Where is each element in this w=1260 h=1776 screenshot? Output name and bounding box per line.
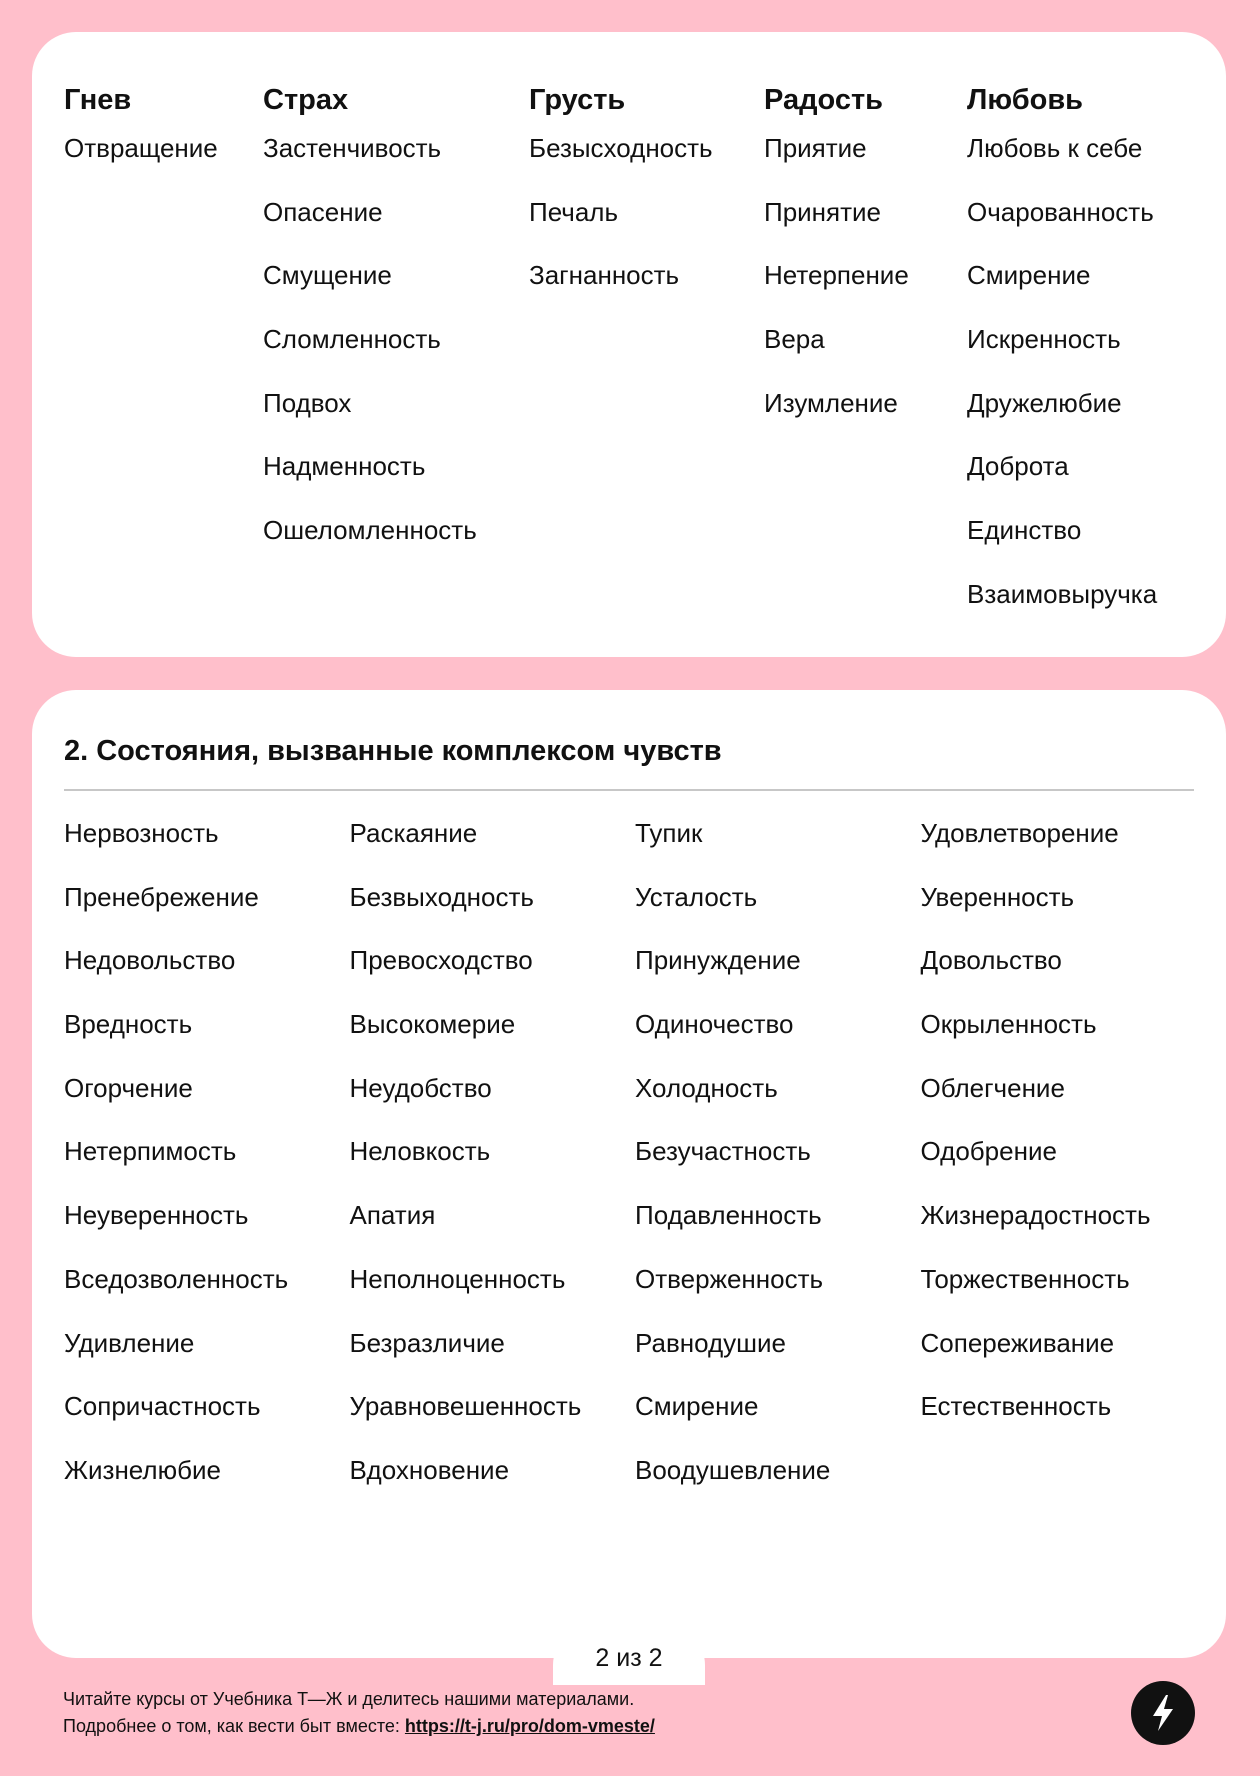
emotion-item: Доброта [967,451,1069,482]
lightning-bolt-icon [1131,1681,1195,1745]
emotion-column-anger [64,64,263,639]
emotion-item: Искренность [967,324,1121,355]
emotion-item: Взаимовыручка [967,578,1158,609]
state-item: Одиночество [635,1009,794,1040]
state-item: Безразличие [349,1327,505,1358]
emotion-heading: Гнев [64,84,132,116]
state-item: Апатия [349,1200,436,1231]
state-item: Недовольство [64,945,236,976]
logo[interactable] [1131,1681,1195,1745]
emotion-item: Смущение [263,260,392,291]
state-item: Сопричастность [64,1391,261,1422]
state-item: Холодность [635,1072,778,1103]
emotion-item: Безысходность [529,133,713,163]
emotion-heading: Любовь [967,84,1084,116]
state-item: Торжественность [920,1263,1130,1294]
states-column-1 [64,814,350,1515]
footer-line-2-prefix: Подробнее о том, как вести быт вместе: [63,1716,405,1736]
state-item: Нервозность [64,818,219,848]
state-item: Смирение [635,1391,759,1422]
emotions-card [32,32,1226,657]
state-item: Отверженность [635,1263,824,1294]
state-item: Вредность [64,1009,193,1040]
emotion-item: Надменность [263,451,426,482]
state-item: Сопереживание [920,1327,1115,1358]
state-item: Уверенность [920,881,1075,912]
emotion-item: Загнанность [529,260,680,291]
emotion-column-love [967,64,1197,639]
states-column-4 [921,814,1207,1515]
emotion-item: Печаль [529,196,619,227]
emotion-item: Приятие [764,133,867,163]
state-item: Неудобство [349,1072,492,1103]
emotion-item: Очарованность [967,196,1154,227]
emotion-column-sadness [529,64,764,639]
state-item: Неуверенность [64,1200,249,1231]
states-columns [64,814,1206,1515]
emotion-item: Отвращение [64,133,218,163]
states-column-2 [350,814,636,1515]
state-item: Жизнерадостность [920,1200,1151,1231]
emotion-item: Вера [764,324,825,355]
emotions-columns [64,64,1206,639]
emotion-heading: Радость [764,84,883,116]
emotion-item: Опасение [263,196,383,227]
emotion-item: Подвох [263,387,352,418]
state-item: Огорчение [64,1072,193,1103]
state-item: Неловкость [349,1136,491,1167]
state-item: Пренебрежение [64,881,259,912]
state-item: Высокомерие [349,1009,516,1040]
emotion-column-joy [764,64,967,639]
emotion-item: Застенчивость [263,133,442,163]
state-item: Естественность [920,1391,1112,1422]
state-item: Нетерпимость [64,1136,237,1167]
section-title: 2. Состояния, вызванные комплексом чувств [64,735,722,767]
emotion-item: Сломленность [263,324,441,355]
emotion-item: Дружелюбие [967,387,1122,418]
state-item: Вдохновение [349,1454,510,1485]
state-item: Воодушевление [635,1454,831,1485]
state-item: Неполноценность [349,1263,566,1294]
footer [63,1686,655,1740]
state-item: Тупик [635,818,703,848]
state-item: Вседозволенность [64,1263,289,1294]
state-item: Довольство [920,945,1062,976]
emotion-item: Любовь к себе [967,133,1143,163]
states-card [32,690,1226,1658]
footer-line-1: Читайте курсы от Учебника Т—Ж и делитесь нашими материалами. [63,1689,635,1709]
states-column-3 [635,814,921,1515]
state-item: Одобрение [920,1136,1057,1167]
state-item: Превосходство [349,945,533,976]
state-item: Удовлетворение [920,818,1119,848]
footer-line-2 [63,1713,655,1740]
state-item: Жизнелюбие [64,1454,221,1485]
emotion-item: Ошеломленность [263,515,477,546]
section-divider [64,789,1194,791]
emotion-item: Смирение [967,260,1091,291]
page-indicator: 2 из 2 [553,1625,705,1685]
state-item: Облегчение [920,1072,1065,1103]
state-item: Уравновешенность [349,1391,582,1422]
emotion-heading: Страх [263,84,349,116]
state-item: Раскаяние [349,818,478,848]
emotion-heading: Грусть [529,84,626,116]
state-item: Усталость [635,881,758,912]
emotion-item: Принятие [764,196,881,227]
state-item: Равнодушие [635,1327,787,1358]
emotion-item: Единство [967,515,1082,546]
state-item: Безучастность [635,1136,811,1167]
emotion-column-fear [263,64,529,639]
state-item: Принуждение [635,945,801,976]
state-item: Безвыходность [349,881,534,912]
emotion-item: Изумление [764,387,898,418]
footer-link[interactable]: https://t-j.ru/pro/dom-vmeste/ [404,1716,655,1736]
state-item: Удивление [64,1327,195,1358]
state-item: Окрыленность [920,1009,1097,1040]
state-item: Подавленность [635,1200,822,1231]
emotion-item: Нетерпение [764,260,909,291]
